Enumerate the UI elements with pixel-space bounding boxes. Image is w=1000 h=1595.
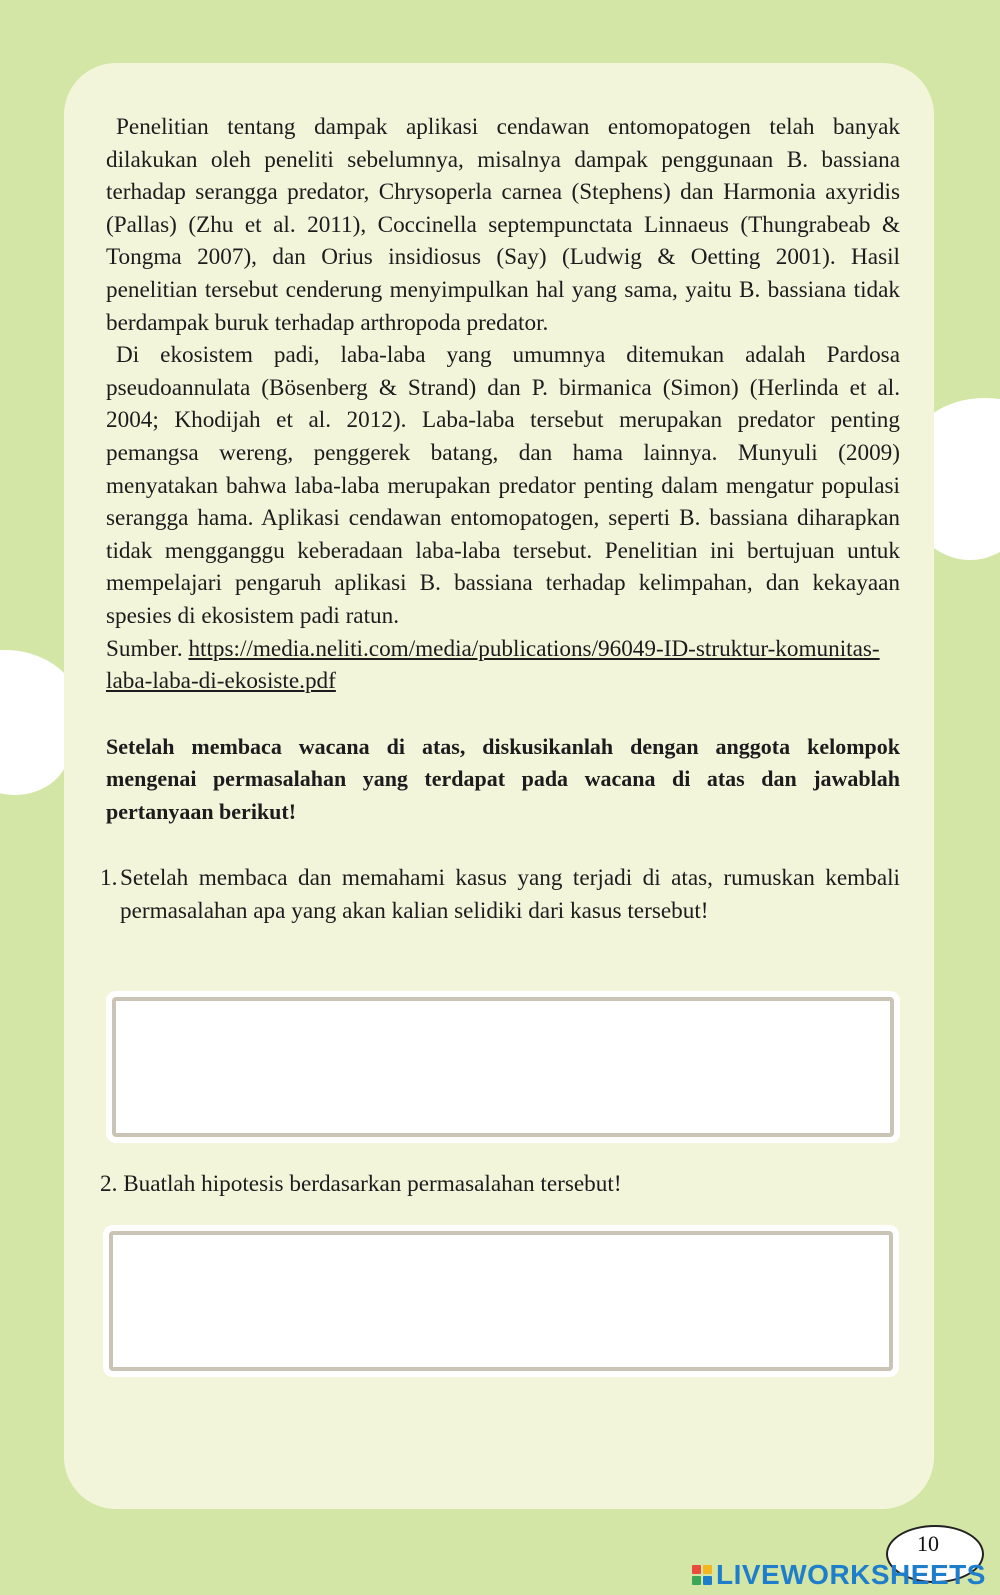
liveworksheets-logo <box>692 1560 986 1590</box>
source-label: Sumber. <box>106 635 183 662</box>
logo-square <box>703 1565 712 1574</box>
instruction-text: Setelah membaca wacana di atas, diskusikanlah dengan anggota kelompok mengenai permasalahan yang terdapat pada wacana di atas dan jawablah pertanyaan berikut! <box>106 733 900 824</box>
answer-box-1[interactable] <box>106 991 900 1143</box>
logo-squares-icon <box>692 1565 712 1585</box>
brand-name: LIVEWORKSHEETS <box>716 1559 986 1590</box>
question-1 <box>100 862 900 927</box>
logo-square <box>692 1576 701 1585</box>
answer-box-2[interactable] <box>103 1225 899 1377</box>
question-1-text: Setelah membaca dan memahami kasus yang terjadi di atas, rumuskan kembali permasalahan apa yang akan kalian selidiki dari kasus tersebut! <box>120 865 900 925</box>
question-1-number: 1. <box>100 865 118 892</box>
source-link[interactable]: https://media.neliti.com/media/publications/96049-ID-struktur-komunitas-laba-laba-di-ekosiste.pdf <box>106 635 880 695</box>
logo-square <box>703 1576 712 1585</box>
question-2-number: 2. <box>100 1171 118 1197</box>
source-citation <box>106 633 900 698</box>
passage-paragraph-2: Di ekosistem padi, laba-laba yang umumnya ditemukan adalah Pardosa pseudoannulata (Bösenberg & Strand) dan P. birmanica (Simon) (Herlinda et al. 2004; Khodijah et al. 2012). Laba-laba tersebut merupakan predator penting pemangsa wereng, penggerek batang, dan hama lainnya. Munyuli (2009) menyatakan bahwa laba-laba merupakan predator penting dalam mengatur populasi serangga hama. Aplikasi cendawan entomopatogen, seperti B. bassiana diharapkan tidak mengganggu keberadaan laba-laba tersebut. Penelitian ini bertujuan untuk mempelajari pengaruh aplikasi B. bassiana terhadap kelimpahan, dan kekayaan spesies di ekosistem padi ratun. <box>106 342 900 629</box>
question-2-text: Buatlah hipotesis berdasarkan permasalahan tersebut! <box>123 1171 622 1197</box>
worksheet-content <box>100 111 900 928</box>
answer-field-1[interactable] <box>112 997 894 1137</box>
question-2 <box>100 1168 622 1200</box>
passage-paragraph-1: Penelitian tentang dampak aplikasi cendawan entomopatogen telah banyak dilakukan oleh peneliti sebelumnya, misalnya dampak penggunaan B. bassiana terhadap serangga predator, Chrysoperla carnea (Stephens) dan Harmonia axyridis (Pallas) (Zhu et al. 2011), Coccinella septempunctata Linnaeus (Thungrabeab & Tongma 2007), dan Orius insidiosus (Say) (Ludwig & Oetting 2001). Hasil penelitian tersebut cenderung menyimpulkan hal yang sama, yaitu B. bassiana tidak berdampak buruk terhadap arthropoda predator. <box>106 114 900 336</box>
logo-square <box>692 1565 701 1574</box>
page-number: 10 <box>917 1531 939 1556</box>
answer-field-2[interactable] <box>109 1231 893 1371</box>
